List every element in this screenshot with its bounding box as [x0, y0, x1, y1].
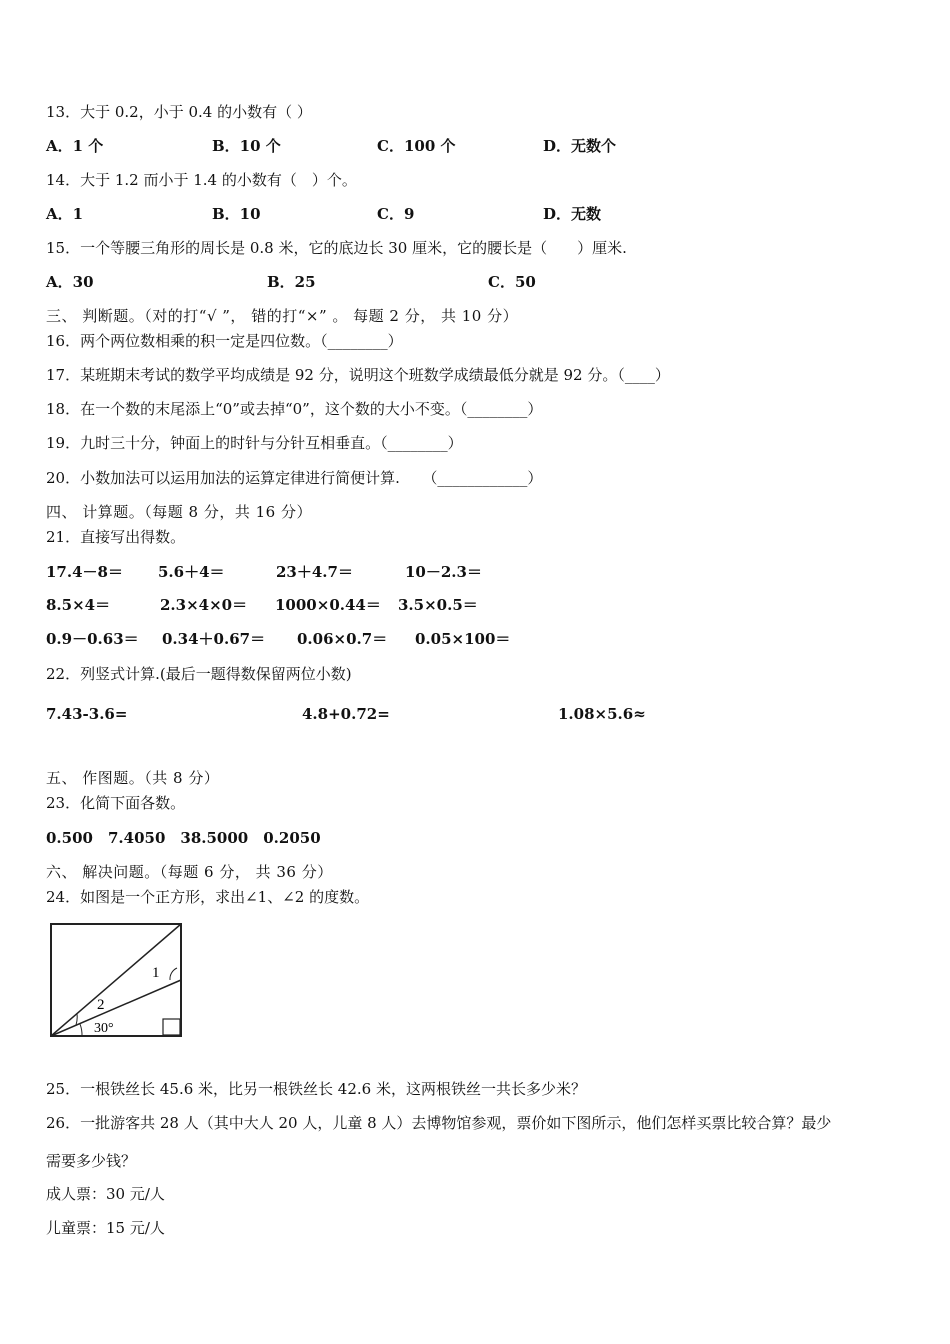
- section-3-heading: 三、 判断题。（对的打“√ ”， 错的打“×” 。 每题 2 分， 共 10 分）: [46, 307, 519, 325]
- q22-item-3: 1.08×5.6≈: [558, 705, 646, 723]
- q16: 16．两个两位数相乘的积一定是四位数。（________）: [46, 332, 403, 350]
- diagonal-line: [51, 924, 181, 1036]
- q23-stem: 23．化简下面各数。: [46, 794, 186, 812]
- q21-r1-c4: 10－2.3＝: [405, 563, 482, 581]
- q13-option-d: D．无数个: [543, 137, 617, 155]
- q17: 17．某班期末考试的数学平均成绩是 92 分，说明这个班数学成绩最低分就是 92 分。（____）: [46, 366, 670, 384]
- section-4-heading: 四、 计算题。（每题 8 分，共 16 分）: [46, 503, 312, 521]
- angle-30-label: 30°: [94, 1021, 114, 1036]
- q15-option-b: B．25: [267, 273, 316, 291]
- q13-option-b: B．10 个: [212, 137, 281, 155]
- q22-item-1: 7.43-3.6=: [46, 705, 128, 723]
- angle-1-arc: [170, 968, 177, 980]
- q21-r1-c3: 23＋4.7＝: [276, 563, 353, 581]
- right-angle-mark: [163, 1019, 180, 1035]
- q14-stem: 14．大于 1.2 而小于 1.4 的小数有（ ）个。: [46, 171, 357, 189]
- q14-option-b: B．10: [212, 205, 261, 223]
- q21-stem: 21．直接写出得数。: [46, 528, 186, 546]
- section-6-heading: 六、 解决问题。（每题 6 分， 共 36 分）: [46, 863, 333, 881]
- q21-r3-c4: 0.05×100＝: [415, 630, 511, 648]
- q26-adult-price: 成人票：30 元/人: [46, 1185, 165, 1203]
- q21-r3-c1: 0.9－0.63＝: [46, 630, 139, 648]
- angle-2-label: 2: [97, 997, 105, 1013]
- q15-option-a: A．30: [46, 273, 94, 291]
- q21-r2-c4: 3.5×0.5＝: [398, 596, 478, 614]
- q26-stem-line-1: 26．一批游客共 28 人（其中大人 20 人，儿童 8 人）去博物馆参观，票价如下图所示，他们怎样买票比较合算？最少: [46, 1114, 832, 1132]
- q24-stem: 24．如图是一个正方形，求出∠1、∠2 的度数。: [46, 888, 370, 906]
- q25: 25．一根铁丝长 45.6 米，比另一根铁丝长 42.6 米，这两根铁丝一共长多少米？: [46, 1080, 586, 1098]
- q21-r3-c2: 0.34＋0.67＝: [162, 630, 266, 648]
- angle-30-arc: [80, 1024, 82, 1036]
- q21-r2-c3: 1000×0.44＝: [275, 596, 381, 614]
- q13-option-a: A．1 个: [46, 137, 104, 155]
- q22-stem: 22．列竖式计算.(最后一题得数保留两位小数): [46, 665, 352, 683]
- q22-item-2: 4.8+0.72=: [302, 705, 390, 723]
- q21-r2-c1: 8.5×4＝: [46, 596, 111, 614]
- q18: 18．在一个数的末尾添上“0”或去掉“0”，这个数的大小不变。（________）: [46, 400, 543, 418]
- square-angle-figure: [46, 920, 186, 1040]
- q15-stem: 15．一个等腰三角形的周长是 0.8 米，它的底边长 30 厘米，它的腰长是（ ）厘米.: [46, 239, 627, 257]
- q26-stem-line-2: 需要多少钱？: [46, 1152, 137, 1170]
- q20: 20．小数加法可以运用加法的运算定律进行简便计算. （____________）: [46, 469, 543, 487]
- q13-stem: 13．大于 0.2，小于 0.4 的小数有（ ）: [46, 103, 312, 121]
- q19: 19．九时三十分，钟面上的时针与分针互相垂直。（________）: [46, 434, 463, 452]
- inner-ray: [51, 980, 181, 1036]
- q14-option-a: A．1: [46, 205, 84, 223]
- q23-numbers: 0.500 7.4050 38.5000 0.2050: [46, 829, 321, 847]
- q13-option-c: C．100 个: [377, 137, 456, 155]
- q21-r3-c3: 0.06×0.7＝: [297, 630, 388, 648]
- q21-r2-c2: 2.3×4×0＝: [160, 596, 248, 614]
- q21-r1-c1: 17.4－8＝: [46, 563, 123, 581]
- q26-child-price: 儿童票：15 元/人: [46, 1219, 165, 1237]
- q14-option-d: D．无数: [543, 205, 602, 223]
- q15-option-c: C．50: [488, 273, 536, 291]
- angle-1-label: 1: [152, 965, 160, 981]
- section-5-heading: 五、 作图题。（共 8 分）: [46, 769, 220, 787]
- angle-2-arc: [76, 1014, 77, 1025]
- q21-r1-c2: 5.6＋4＝: [158, 563, 225, 581]
- q14-option-c: C．9: [377, 205, 415, 223]
